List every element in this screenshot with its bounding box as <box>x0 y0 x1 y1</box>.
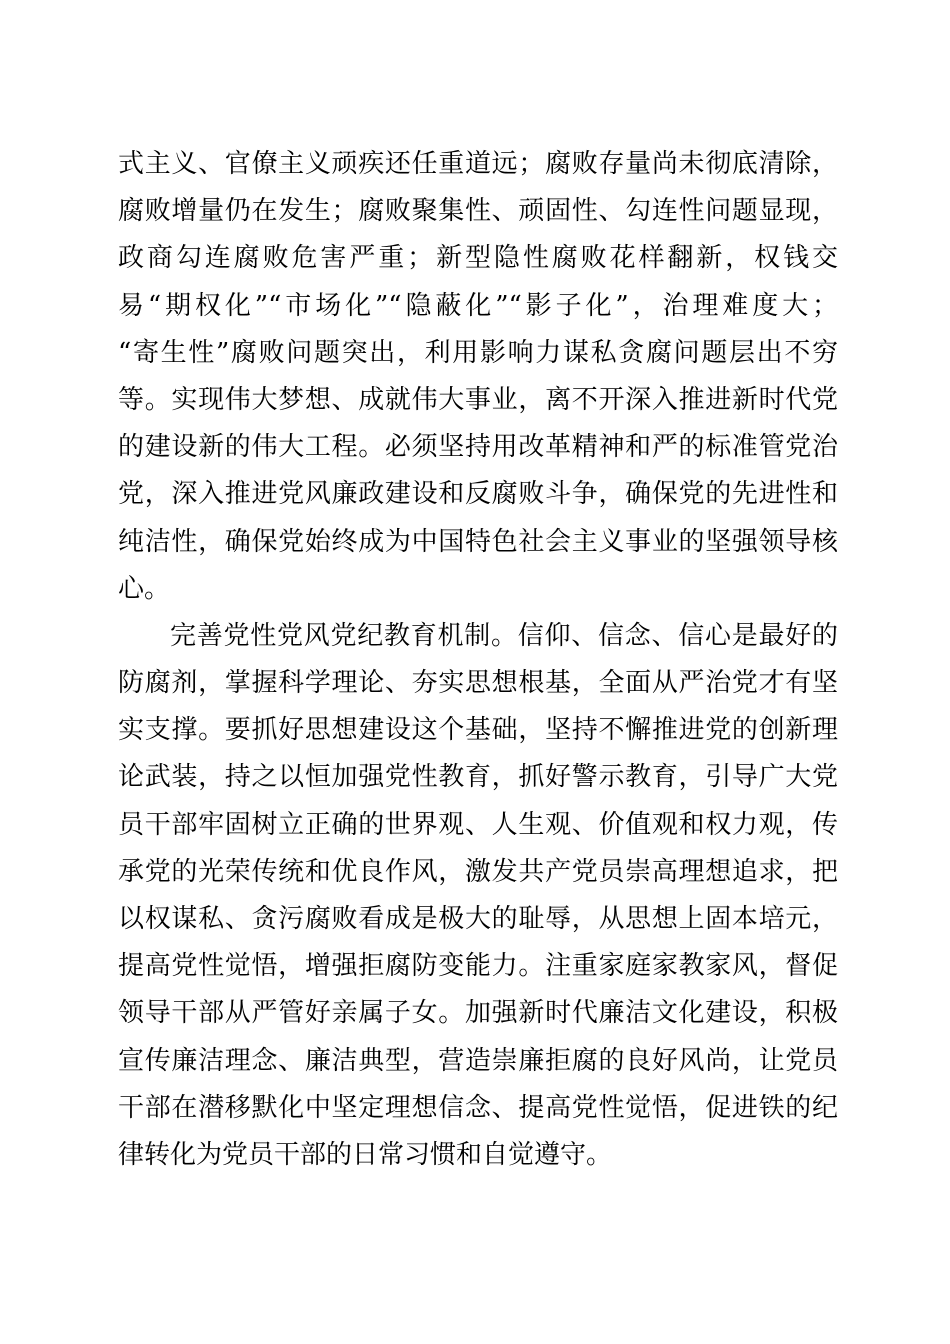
text-line: 防腐剂，掌握科学理论、夯实思想根基，全面从严治党才有坚 <box>118 668 838 699</box>
text-line: 律转化为党员干部的日常习惯和自觉遵守。 <box>118 1139 613 1170</box>
body-text <box>118 141 838 1179</box>
text-line: 提高党性觉悟，增强拒腐防变能力。注重家庭家教家风，督促 <box>118 951 838 982</box>
text-line: 论武装，持之以恒加强党性教育，抓好警示教育，引导广大党 <box>118 762 838 793</box>
text-line: 心。 <box>118 573 171 604</box>
text-line: 完善党性党风党纪教育机制。信仰、信念、信心是最好的 <box>170 620 838 651</box>
text-line: 腐败增量仍在发生；腐败聚集性、顽固性、勾连性问题显现， <box>118 196 838 227</box>
text-line: 易“期权化”“市场化”“隐蔽化”“影子化”，治理难度大； <box>118 290 838 321</box>
text-line: 干部在潜移默化中坚定理想信念、提高党性觉悟，促进铁的纪 <box>118 1092 838 1123</box>
text-line: 实支撑。要抓好思想建设这个基础，坚持不懈推进党的创新理 <box>118 715 838 746</box>
text-line: 纯洁性，确保党始终成为中国特色社会主义事业的坚强领导核 <box>118 526 838 557</box>
text-line: 的建设新的伟大工程。必须坚持用改革精神和严的标准管党治 <box>118 432 838 463</box>
text-line: 以权谋私、贪污腐败看成是极大的耻辱，从思想上固本培元， <box>118 904 838 934</box>
text-line: 政商勾连腐败危害严重；新型隐性腐败花样翻新，权钱交 <box>118 243 838 274</box>
paragraph-1 <box>118 141 838 613</box>
text-line: “寄生性”腐败问题突出，利用影响力谋私贪腐问题层出不穷 <box>118 337 838 368</box>
text-line: 宣传廉洁理念、廉洁典型，营造崇廉拒腐的良好风尚，让党员 <box>118 1045 838 1076</box>
text-line: 等。实现伟大梦想、成就伟大事业，离不开深入推进新时代党 <box>118 384 838 415</box>
text-line: 员干部牢固树立正确的世界观、人生观、价值观和权力观，传 <box>118 809 838 840</box>
text-line: 承党的光荣传统和优良作风，激发共产党员崇高理想追求，把 <box>118 856 838 887</box>
paragraph-2 <box>118 613 838 1179</box>
text-line: 式主义、官僚主义顽疾还任重道远；腐败存量尚未彻底清除， <box>118 149 838 179</box>
text-line: 领导干部从严管好亲属子女。加强新时代廉洁文化建设，积极 <box>118 998 838 1029</box>
text-line: 党，深入推进党风廉政建设和反腐败斗争，确保党的先进性和 <box>118 479 838 510</box>
